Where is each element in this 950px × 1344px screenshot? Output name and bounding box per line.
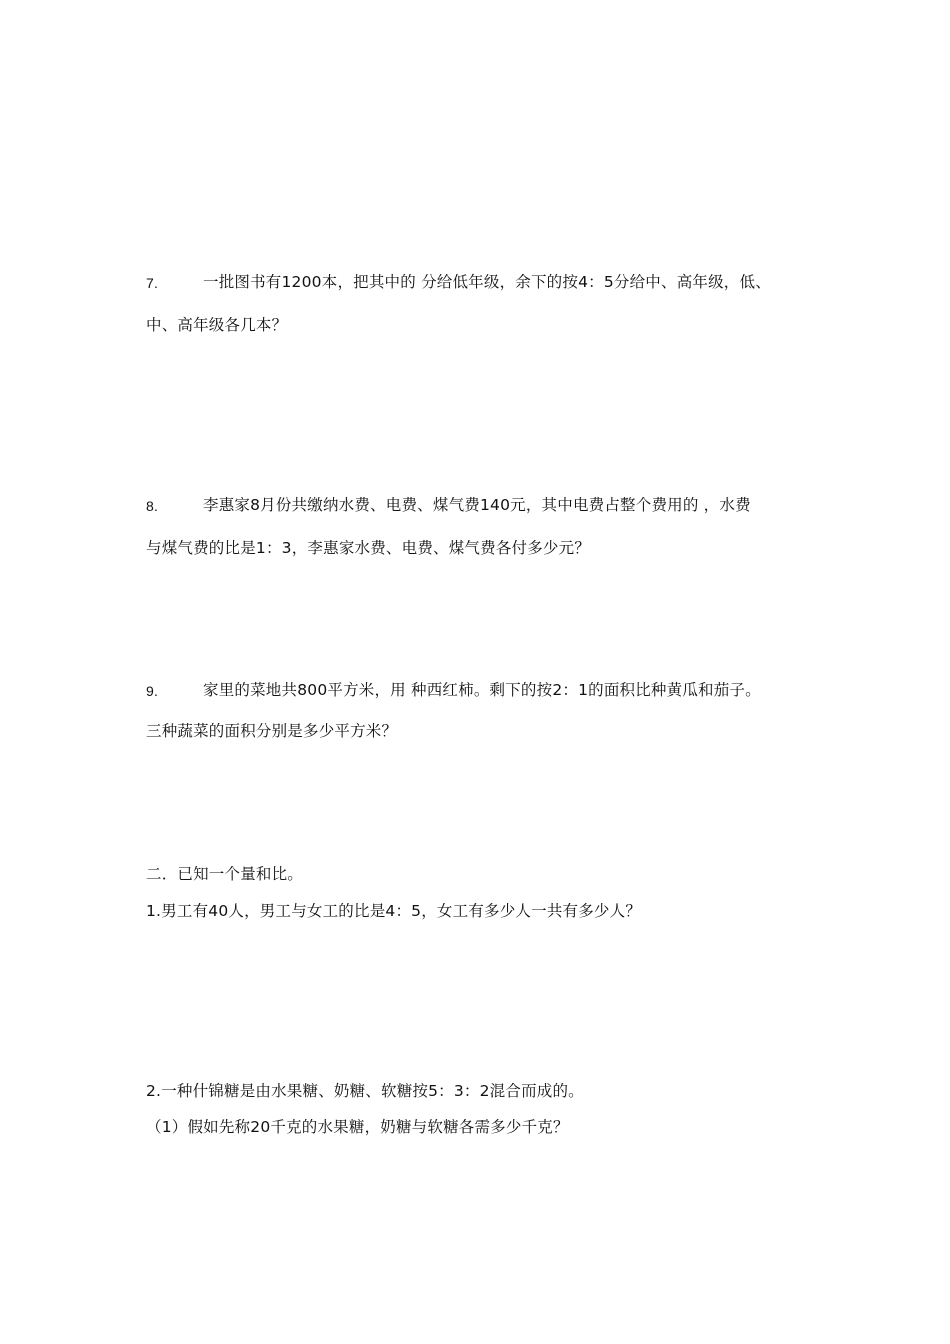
problem-9-text-line2: 三种蔬菜的面积分别是多少平方米？ [146, 722, 398, 740]
problem-7-number: 7. [146, 275, 159, 291]
problem-7-text-line1: 一批图书有1200本，把其中的 分给低年级，余下的按4：5分给中、高年级，低、 [203, 273, 771, 291]
section2-question-2: 2.一种什锦糖是由水果糖、奶糖、软糖按5：3：2混合而成的。 [146, 1082, 584, 1100]
problem-7-text-line2: 中、高年级各几本？ [146, 316, 288, 334]
section2-question-2-sub-1: （1）假如先称20千克的水果糖，奶糖与软糖各需多少千克？ [146, 1118, 569, 1136]
problem-8-number: 8. [146, 498, 159, 514]
problem-8-text-line1: 李惠家8月份共缴纳水费、电费、煤气费140元，其中电费占整个费用的 ，水费 [203, 496, 751, 514]
problem-9-text-line1: 家里的菜地共800平方米，用 种西红柿。剩下的按2：1的面积比种黄瓜和茄子。 [203, 681, 761, 699]
section2-heading: 二．已知一个量和比。 [146, 865, 304, 883]
problem-8-text-line2: 与煤气费的比是1：3，李惠家水费、电费、煤气费各付多少元？ [146, 539, 591, 557]
problem-9-number: 9. [146, 683, 159, 699]
section2-question-1: 1.男工有40人，男工与女工的比是4：5，女工有多少人一共有多少人？ [146, 902, 642, 920]
